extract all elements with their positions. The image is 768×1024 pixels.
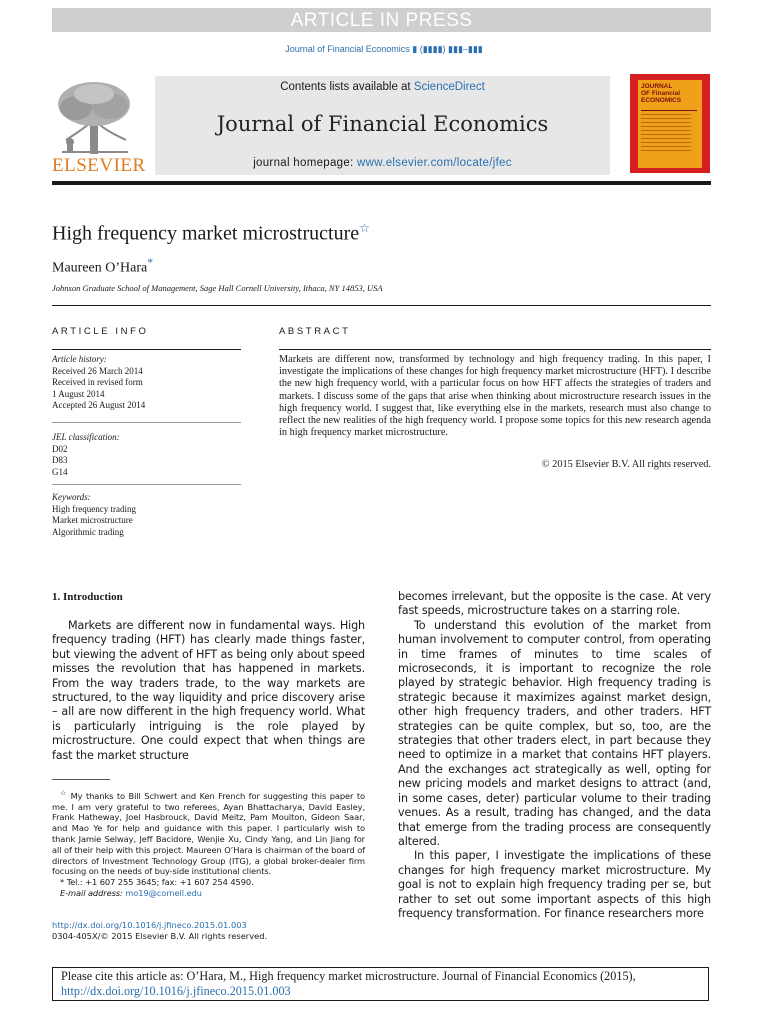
homepage-line <box>155 157 610 169</box>
elsevier-tree-logo <box>52 80 138 156</box>
jel-code: D02 <box>52 443 68 454</box>
left-column <box>52 619 365 763</box>
keywords <box>52 492 136 538</box>
homepage-link[interactable]: www.elsevier.com/locate/jfec <box>357 157 512 169</box>
keyword: High frequency trading <box>52 503 136 514</box>
right-column <box>398 590 711 921</box>
elsevier-wordmark: ELSEVIER <box>52 155 146 176</box>
keyword: Market microstructure <box>52 515 133 526</box>
jel-classification <box>52 432 120 478</box>
journal-reference[interactable]: Journal of Financial Economics ▮ (▮▮▮▮) ▮▮▮–▮▮▮ <box>285 44 483 54</box>
footnote-star-mark: ☆ <box>60 789 68 797</box>
cover-title: JOURNAL OF Financial ECONOMICS <box>641 83 682 104</box>
abstract-text: Markets are different now, transformed by technology and high frequency trading. In this paper, I investigate the implications of these changes for high frequency market microstructure (HFT). I describe the new high frequency world, with a particular focus on how HFT affects the strategies of traders and markets. I discuss some of the gaps that arise when thinking about microstructure research issues in the high frequency world. I suggest that, like everything else in the markets, research must also change to reflect the new realities of the high frequency world. I propose some topics for this new research agenda in high frequency market microstructure. <box>279 354 711 439</box>
history-item: Accepted 26 August 2014 <box>52 400 146 411</box>
jel-code: G14 <box>52 466 68 477</box>
email-link[interactable]: mo19@cornell.edu <box>125 887 202 898</box>
footnotes <box>52 788 365 899</box>
doi-block <box>52 920 267 942</box>
footnote-star <box>52 788 365 877</box>
body-paragraph: becomes irrelevant, but the opposite is the case. At very fast speeds, microstructure takes on a starring role. <box>398 590 711 618</box>
abstract-label: ABSTRACT <box>279 326 351 337</box>
body-paragraph: To understand this evolution of the market from human involvement to computer control, from operating in time frames of minutes to time scales of microseconds, it is important to recognize the role played by strategic behavior. High frequency trading is strategic because it maximizes against market design, other high frequency traders, and other traders. HFT strategies can be quite complex, but so, too, are the strategies that other traders elect, in part because they need to optimize in a market that contains HFT players. And the exchanges act strategically as well, opting for new pricing models and market designs to attract (and, in some cases, deter) particular volume to their trading venues. As a result, trading has changed, and the data that emerge from the trading process are consequently altered. <box>398 618 711 848</box>
footnote-star-text: My thanks to Bill Schwert and Ken French for suggesting this paper to me. I am very grateful to two referees, Ayan Bhattacharya, David Easley, Frank Hatheway, Joel Hasbrouck, David Meitz, Pam Moulton, Gideon Saar, and Mao Ye for help and guidance with this paper. I particularly wish to thank Jamie Selway, Jeff Bacidore, Wenjie Xu, Cindy Yang, and Lin Jiang for all of their help with this project. Maureen O’Hara is chairman of the board of directors of Investment Technology Group (ITG), a global broker-dealer firm focusing on the needs of buy-side institutional clients. <box>52 790 366 877</box>
body-paragraph: In this paper, I investigate the implications of these changes for high frequency market microstructure. My goal is not to explain high frequency trading per se, but rather to set out some important aspects of this high frequency transformation. For finance researchers more <box>398 849 711 920</box>
history-label: Article history: <box>52 354 107 364</box>
keywords-label: Keywords: <box>52 492 91 502</box>
history-item: Received 26 March 2014 <box>52 365 143 376</box>
footnote-email <box>52 888 365 899</box>
body-paragraph: Markets are different now in fundamental ways. High frequency trading (HFT) has clearly made things faster, but viewing the advent of HFT as being only about speed misses the revolution that has happened in markets. From the way traders trade, to the way markets are structured, to the way liquidity and price discovery arise – all are now different in the high frequency world. What is particularly intriguing is the role played by microstructure. One could expect that when things are fast the market structure <box>52 619 365 762</box>
footnote-rule <box>52 779 110 780</box>
jel-rule <box>52 484 241 485</box>
article-info-label: ARTICLE INFO <box>52 326 149 337</box>
email-label: E-mail address: <box>60 887 126 898</box>
citation-text: Please cite this article as: O’Hara, M., High frequency market microstructure. Journal of Financial Economics (2015), <box>61 969 636 983</box>
jel-label: JEL classification: <box>52 432 120 442</box>
author-name-text: Maureen O’Hara <box>52 260 148 276</box>
history-item: 1 August 2014 <box>52 388 105 399</box>
article-history <box>52 354 145 412</box>
journal-title: Journal of Financial Economics <box>216 112 549 136</box>
article-title <box>52 221 370 246</box>
contents-line <box>155 81 610 93</box>
title-footnote-mark[interactable]: ☆ <box>359 221 370 235</box>
article-info-rule <box>52 349 241 350</box>
title-rule <box>52 305 711 306</box>
author-name <box>52 256 153 277</box>
author-footnote-mark[interactable]: * <box>147 256 154 269</box>
citation-doi-link[interactable]: http://dx.doi.org/10.1016/j.jfineco.2015.01.003 <box>61 984 291 998</box>
citation-box <box>52 967 709 1001</box>
contents-prefix: Contents lists available at <box>280 81 414 93</box>
footnote-tel: * Tel.: +1 607 255 3645; fax: +1 607 254 4590. <box>60 877 254 888</box>
section-heading: 1. Introduction <box>52 591 123 603</box>
header-rule <box>52 181 711 185</box>
history-rule <box>52 422 241 423</box>
article-in-press-banner: ARTICLE IN PRESS <box>52 8 711 32</box>
keyword: Algorithmic trading <box>52 526 124 537</box>
doi-link[interactable]: http://dx.doi.org/10.1016/j.jfineco.2015.01.003 <box>52 920 247 930</box>
abstract-copyright: © 2015 Elsevier B.V. All rights reserved. <box>541 459 711 470</box>
article-title-text: High frequency market microstructure <box>52 222 360 245</box>
affiliation: Johnson Graduate School of Management, Sage Hall Cornell University, Ithaca, NY 14853, USA <box>52 283 383 293</box>
homepage-prefix: journal homepage: <box>253 157 358 169</box>
abstract-rule <box>279 349 711 350</box>
sciencedirect-link[interactable]: ScienceDirect <box>413 81 485 93</box>
issn-line: 0304-405X/© 2015 Elsevier B.V. All rights reserved. <box>52 931 268 941</box>
journal-cover-image <box>630 74 710 173</box>
jel-code: D83 <box>52 455 68 466</box>
history-item: Received in revised form <box>52 377 143 388</box>
journal-cover-inner <box>638 80 702 168</box>
